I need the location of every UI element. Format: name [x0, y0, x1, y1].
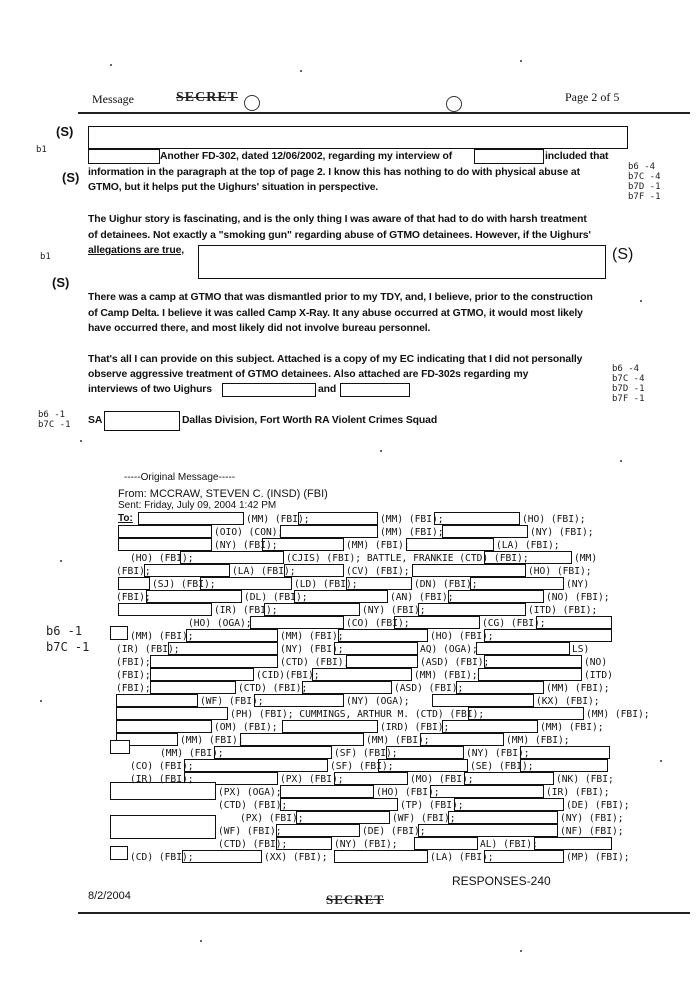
- exemption-codes: [612, 364, 645, 404]
- redaction-box: [150, 668, 254, 681]
- redaction-box: [484, 850, 564, 863]
- recipient-office-code: (CTD) (FBI);: [238, 683, 308, 694]
- redaction-box: [222, 383, 316, 397]
- recipient-office-code: (FBI);: [116, 566, 151, 577]
- recipient-office-code: (PH) (FBI); CUMMINGS, ARTHUR M. (CTD) (FBI);: [230, 709, 485, 720]
- redaction-box: [312, 668, 412, 681]
- exemption-code: b7C -4: [612, 374, 645, 384]
- redaction-box: [406, 538, 494, 551]
- paragraph-line: The Uighur story is fascinating, and is the only thing I was aware of that had to do with harsh treatment: [88, 214, 587, 225]
- page-number: Page 2 of 5: [565, 90, 620, 104]
- paragraph-line: of Camp Delta. I believe it was called Camp X-Ray. It any abuse occurred at GTMO, it would most likely: [88, 308, 583, 319]
- redaction-box: [334, 642, 418, 655]
- header-rule: [78, 112, 690, 114]
- redaction-box: [110, 740, 130, 754]
- recipient-office-code: AL) (FBI);: [480, 839, 538, 850]
- redaction-box: [110, 626, 128, 640]
- recipient-office-code: (XX) (FBI);: [264, 852, 328, 863]
- redaction-box: [186, 629, 278, 642]
- redaction-box: [264, 603, 360, 616]
- recipient-office-code: (DL) (FBI);: [244, 592, 308, 603]
- recipient-office-code: (NF) (FBI);: [560, 826, 624, 837]
- recipient-office-code: (NO): [584, 657, 608, 668]
- recipient-office-code: (MM) (FBI);: [160, 748, 224, 759]
- recipient-office-code: (LA) (FBI);: [430, 852, 494, 863]
- redaction-box: [214, 746, 332, 759]
- recipient-office-code: (OM) (FBI);: [214, 722, 278, 733]
- recipient-office-code: (ASD) (FBI);: [420, 657, 490, 668]
- redaction-box: [104, 411, 180, 431]
- recipient-office-code: (SF) (FBI);: [334, 748, 398, 759]
- redaction-box: [280, 525, 378, 538]
- recipient-office-code: (NO) (FBI);: [546, 592, 610, 603]
- redaction-box: [464, 772, 554, 785]
- redaction-box: [346, 655, 418, 668]
- redaction-box: [110, 846, 128, 860]
- recipient-office-code: (MM): [574, 553, 598, 564]
- redaction-box: [520, 746, 610, 759]
- redaction-box: [118, 538, 212, 551]
- paragraph-line: There was a camp at GTMO that was dismantled prior to my TDY, and, I believe, prior to the construction: [88, 292, 593, 303]
- recipient-office-code: (PX) (OGA);: [218, 787, 282, 798]
- redaction-box: [150, 681, 236, 694]
- recipient-office-code: (MM) (FBI);: [540, 722, 604, 733]
- recipient-office-code: (MM) (FBI);: [280, 631, 344, 642]
- exemption-code: b6 -4: [628, 162, 656, 172]
- exemption-b1: b1: [36, 145, 47, 155]
- redaction-box: [280, 798, 398, 811]
- classification-circle-icon: [244, 95, 260, 111]
- redaction-box: [294, 590, 388, 603]
- recipient-office-code: (FBI);: [116, 670, 151, 681]
- recipient-office-code: (SE) (FBI);: [470, 761, 534, 772]
- secret-stamp-bottom: SECRET: [326, 892, 385, 907]
- paragraph-line: of detainees. Not exactly a "smoking gun" regarding abuse of GTMO detainees. However, if the Uighurs': [88, 230, 591, 241]
- redaction-box: [298, 512, 378, 525]
- redaction-box: [340, 383, 410, 397]
- redaction-box: [118, 577, 150, 590]
- recipient-office-code: (PX) (FBI);: [240, 813, 304, 824]
- recipient-office-code: (NY) (FBI);: [530, 527, 594, 538]
- recipient-office-code: (FBI);: [116, 683, 151, 694]
- recipient-office-code: (MM) (FBI);: [380, 527, 444, 538]
- redaction-box: [254, 694, 344, 707]
- redaction-box: [534, 837, 612, 850]
- recipient-office-code: (SF) (FBI);: [330, 761, 394, 772]
- message-label: Message: [92, 92, 134, 106]
- redaction-box: [434, 512, 520, 525]
- redaction-box: [116, 707, 228, 720]
- recipient-office-code: (KX) (FBI);: [536, 696, 600, 707]
- classification-mark: (S): [56, 124, 74, 139]
- recipient-office-code: (NY) (FBI);: [334, 839, 398, 850]
- recipient-office-code: (IR) (FBI);: [116, 644, 180, 655]
- redaction-box: [88, 149, 160, 164]
- recipient-office-code: (NY) (FBI);: [280, 644, 344, 655]
- recipient-office-code: (ITD): [584, 670, 613, 681]
- redaction-box: [454, 798, 564, 811]
- redaction-box: [474, 149, 544, 164]
- recipient-office-code: (NK) (FBI;: [556, 774, 614, 785]
- recipient-office-code: (LA) (FBI);: [232, 566, 296, 577]
- redaction-box: [476, 642, 570, 655]
- paragraph-line: Another FD-302, dated 12/06/2002, regarding my interview of: [160, 151, 453, 162]
- redaction-box: [468, 707, 584, 720]
- recipient-office-code: (NY) (OGA);: [346, 696, 410, 707]
- recipient-office-code: (HO) (FBI);: [130, 553, 194, 564]
- redaction-box: [484, 655, 582, 668]
- recipient-office-code: AQ) (OGA);: [420, 644, 478, 655]
- exemption-codes: [628, 162, 661, 202]
- recipient-office-code: (CO) (FBI);: [346, 618, 410, 629]
- recipient-office-code: (MM) (FBI);: [180, 735, 244, 746]
- classification-mark: (S): [52, 275, 70, 290]
- redaction-box: [138, 512, 244, 525]
- recipient-office-code: (NY) (FBI);: [362, 605, 426, 616]
- redaction-box: [414, 837, 478, 850]
- exemption-code: b7F -1: [612, 394, 645, 404]
- recipient-office-code: (MM) (FBI);: [414, 670, 478, 681]
- redaction-box: [116, 720, 212, 733]
- redaction-box: [456, 681, 544, 694]
- redaction-box: [250, 616, 344, 629]
- footer-date: 8/2/2004: [88, 890, 131, 902]
- redaction-box: [334, 850, 428, 863]
- exemption-code: b6 -4: [612, 364, 640, 374]
- exemption-code: b7D -1: [628, 182, 661, 192]
- recipient-office-code: (NY) (FBI);: [466, 748, 530, 759]
- exemption-b1: b1: [40, 252, 51, 262]
- redaction-box: [276, 824, 360, 837]
- original-sent: Sent: Friday, July 09, 2004 1:42 PM: [118, 500, 277, 511]
- exemption-code: b6 -1: [38, 410, 66, 420]
- redaction-box: [432, 694, 534, 707]
- redaction-box: [118, 603, 212, 616]
- recipient-office-code: (MO) (FBI);: [410, 774, 474, 785]
- paragraph-line: allegations are true,: [88, 245, 185, 256]
- recipient-office-code: (HO) (FBI);: [522, 514, 586, 525]
- redaction-box: [418, 824, 558, 837]
- redaction-box: [448, 590, 544, 603]
- recipient-office-code: LS): [572, 644, 590, 655]
- redaction-box: [280, 785, 374, 798]
- secret-stamp-top: SECRET: [176, 90, 239, 105]
- recipient-office-code: (DN) (FBI);: [414, 579, 478, 590]
- redaction-box: [118, 525, 212, 538]
- redaction-box: [184, 759, 328, 772]
- recipient-office-code: (MM) (FBI);: [380, 514, 444, 525]
- signature-sa: SA: [88, 415, 103, 426]
- original-message-divider: -----Original Message-----: [124, 472, 236, 483]
- recipient-office-code: (NY) (FBI);: [560, 813, 624, 824]
- recipient-office-code: (ITD) (FBI);: [528, 605, 598, 616]
- recipient-office-code: (CG) (FBI);: [482, 618, 546, 629]
- exemption-codes: [38, 410, 71, 430]
- redaction-box: [180, 551, 284, 564]
- recipient-office-code: (CID)(FBI);: [256, 670, 320, 681]
- redaction-box: [182, 850, 262, 863]
- recipient-office-code: (DE) (FBI);: [362, 826, 426, 837]
- redaction-box: [88, 126, 628, 149]
- redaction-box: [302, 681, 392, 694]
- redaction-box: [430, 785, 544, 798]
- redaction-box: [168, 642, 278, 655]
- recipient-office-code: (WF) (FBI);: [200, 696, 264, 707]
- responses-number: RESPONSES-240: [452, 874, 551, 888]
- redaction-box: [412, 564, 526, 577]
- recipient-office-code: (PX) (FBI);: [280, 774, 344, 785]
- exemption-code: b7C -1: [38, 420, 71, 430]
- recipient-office-code: (AN) (FBI);: [390, 592, 454, 603]
- recipient-office-code: (CJIS) (FBI); BATTLE, FRANKIE (CTD) (FBI);: [286, 553, 529, 564]
- redaction-box: [110, 815, 216, 839]
- redaction-box: [116, 694, 198, 707]
- recipient-office-code: (LD) (FBI);: [294, 579, 358, 590]
- paragraph-line: and: [318, 384, 337, 395]
- redaction-box: [386, 746, 464, 759]
- exemption-b6-large: b6 -1: [46, 624, 83, 638]
- recipient-office-code: (NY): [566, 579, 590, 590]
- redaction-box: [442, 720, 538, 733]
- redaction-box: [418, 603, 526, 616]
- exemption-code: b7F -1: [628, 192, 661, 202]
- recipient-office-code: (MM) (FBI);: [246, 514, 310, 525]
- paragraph-line: included that: [545, 151, 609, 162]
- classification-circle-icon: [446, 96, 462, 112]
- classification-mark: (S): [612, 246, 634, 263]
- recipient-office-code: (ASD) (FBI);: [394, 683, 464, 694]
- recipient-office-code: (IR) (FBI);: [130, 774, 194, 785]
- redaction-box: [282, 720, 378, 733]
- redaction-box: [470, 577, 564, 590]
- paragraph-line: interviews of two Uighurs: [88, 384, 212, 395]
- redaction-box: [296, 811, 390, 824]
- recipient-office-code: (FBI);: [116, 657, 151, 668]
- exemption-code: b7C -4: [628, 172, 661, 182]
- redaction-box: [536, 616, 612, 629]
- redaction-box: [144, 564, 230, 577]
- recipient-office-code: (IR) (FBI);: [546, 787, 610, 798]
- recipient-office-code: (MM) (FBI);: [586, 709, 650, 720]
- classification-mark: (S): [62, 170, 80, 185]
- recipient-office-code: (MP) (FBI);: [566, 852, 630, 863]
- recipient-office-code: (MM) (FBI);: [346, 540, 410, 551]
- redaction-box: [198, 245, 606, 279]
- exemption-b7c-large: b7C -1: [46, 640, 90, 654]
- recipient-office-code: (CTD) (FBI);: [218, 839, 288, 850]
- recipient-office-code: (SJ) (FBI);: [152, 579, 216, 590]
- recipient-office-code: (IR) (FBI);: [214, 605, 278, 616]
- recipient-office-code: (HO) (OGA);: [188, 618, 252, 629]
- paragraph-line: have occurred there, and most likely did not involve bureau personnel.: [88, 323, 431, 334]
- paragraph-line: observe aggressive treatment of GTMO detainees. Also attached are FD-302s regarding my: [88, 369, 529, 380]
- redaction-box: [338, 629, 428, 642]
- recipient-office-code: (CO) (FBI);: [130, 761, 194, 772]
- redaction-box: [420, 733, 504, 746]
- recipient-office-code: (WF) (FBI);: [218, 826, 282, 837]
- footer-rule: [78, 912, 690, 914]
- recipient-office-code: (WF) (FBI);: [392, 813, 456, 824]
- redaction-box: [442, 525, 528, 538]
- recipient-office-code: (HO) (FBI);: [528, 566, 592, 577]
- paragraph-line: GTMO, but it helps put the Uighurs' situation in perspective.: [88, 182, 379, 193]
- paragraph-line: information in the paragraph at the top of page 2. I know this has nothing to do with physical abuse at: [88, 167, 580, 178]
- recipient-office-code: (IRD) (FBI);: [380, 722, 450, 733]
- recipient-office-code: (CTD) (FBI);: [218, 800, 288, 811]
- recipient-office-code: (HO) (FBI);: [430, 631, 494, 642]
- recipient-office-code: (NY) (FBI);: [214, 540, 278, 551]
- signature-division: Dallas Division, Fort Worth RA Violent Crimes Squad: [182, 415, 438, 426]
- recipient-office-code: (HO) (FBI);: [376, 787, 440, 798]
- recipient-office-code: (FBI);: [116, 592, 151, 603]
- original-from: From: MCCRAW, STEVEN C. (INSD) (FBI): [118, 488, 328, 500]
- recipient-office-code: (MM) (FBI);: [130, 631, 194, 642]
- recipient-office-code: (CTD) (FBI);: [280, 657, 350, 668]
- redaction-box: [334, 772, 408, 785]
- recipient-office-code: (LA) (FBI);: [496, 540, 560, 551]
- recipient-office-code: (OIO) (CON);: [214, 527, 284, 538]
- redaction-box: [448, 811, 558, 824]
- recipient-office-code: (MM) (FBI);: [546, 683, 610, 694]
- exemption-code: b7D -1: [612, 384, 645, 394]
- recipient-office-code: (CD) (FBI);: [130, 852, 194, 863]
- recipient-office-code: (TP) (FBI);: [400, 800, 464, 811]
- redaction-box: [240, 733, 364, 746]
- redaction-box: [150, 655, 278, 668]
- redaction-box: [484, 629, 612, 642]
- original-to-label: To:: [118, 513, 133, 524]
- redaction-box: [146, 590, 242, 603]
- recipient-office-code: (MM) (FBI);: [366, 735, 430, 746]
- recipient-office-code: (CV) (FBI);: [346, 566, 410, 577]
- paragraph-line: That's all I can provide on this subject. Attached is a copy of my EC indicating that I did not personally: [88, 354, 583, 365]
- recipient-office-code: (MM) (FBI);: [506, 735, 570, 746]
- redaction-box: [478, 668, 582, 681]
- recipient-office-code: (DE) (FBI);: [566, 800, 630, 811]
